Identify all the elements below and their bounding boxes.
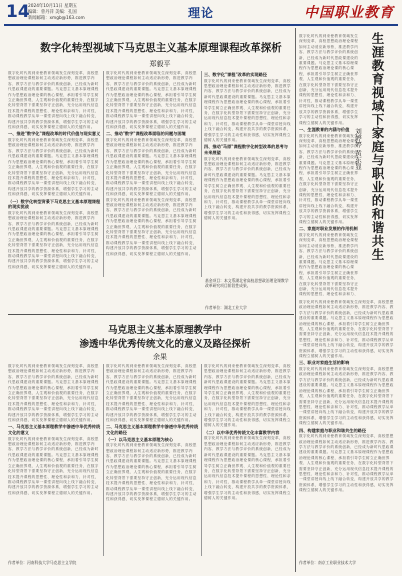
column-divider — [103, 71, 104, 277]
article2-col3 — [204, 364, 292, 556]
article1-subhead: 三、数字化"课程"改革的实现路径 — [204, 72, 267, 77]
right-column-divider — [295, 28, 296, 572]
body-paragraph: 数字化时代的到来使教育领域发生深刻变革，高校思想政治理论课程如何主动适应新形势，推进教学内容、教学方法与教学评价的系统创新，已经成为新时代思政课建设的重要课题。马克思主义基本原理课程作为思想政治理论课的核心课程，承担着引导学生树立正确世界观、人生观和价值观的重要任务，在数字化转型背景下需要坚持守正创新，充分运用现代信息技术提升课程的思想性、理论性和亲和力、针对性，推动课程教学从单一课堂讲授向线上线下融合转变，构建开放共享的教学资源体系，增强学生学习的主动性和获得感，切实发挥课程立德树人的关键作用。 — [106, 443, 197, 502]
article1-col2 — [106, 71, 200, 277]
article1-subhead: 一、推进"数字化"课程改革的时代价值与现实意义 — [8, 131, 101, 137]
article3-author-unit: 作者单位：南京工业职业技术大学 — [299, 560, 356, 565]
page-header — [0, 0, 402, 24]
column-divider — [201, 364, 202, 556]
article2-author: 余果 — [153, 353, 167, 361]
header-rule — [4, 24, 398, 26]
body-paragraph: 数字化时代的到来使教育领域发生深刻变革，高校思想政治理论课程如何主动适应新形势，推进教学内容、教学方法与教学评价的系统创新，已经成为新时代思政课建设的重要课题。马克思主义基本原理课程作为思想政治理论课的核心课程，承担着引导学生树立正确世界观、人生观和价值观的重要任务，在数字化转型背景下需要坚持守正创新，充分运用现代信息技术提升课程的思想性、理论性和亲和力、针对性，推动课程教学从单一课堂讲授向线上线下融合转变，构建开放共享的教学资源体系，增强学生学习的主动性和获得感，切实发挥课程立德树人的关键作用。 — [106, 138, 197, 197]
issue-date: 2024年10月11日 星期五 — [28, 4, 78, 9]
article1-subhead: 四、推动"马原"课程数字化转型改革的思考与未来展望 — [204, 144, 288, 156]
body-paragraph: 数字化时代的到来使教育领域发生深刻变革，高校思想政治理论课程如何主动适应新形势，推进教学内容、教学方法与教学评价的系统创新，已经成为新时代思政课建设的重要课题。马克思主义基本原理课程作为思想政治理论课的核心课程，承担着引导学生树立正确世界观、人生观和价值观的重要任务，在数字化转型背景下需要坚持守正创新，充分运用现代信息技术提升课程的思想性、理论性和亲和力、针对性，推动课程教学从单一课堂讲授向线上线下融合转变，构建开放共享的教学资源体系，增强学生学习的主动性和获得感，切实发挥课程立德树人的关键作用。 — [8, 71, 99, 130]
body-paragraph: 数字化时代的到来使教育领域发生深刻变革，高校思想政治理论课程如何主动适应新形势，推进教学内容、教学方法与教学评价的系统创新，已经成为新时代思政课建设的重要课题。马克思主义基本原理课程作为思想政治理论课的核心课程，承担着引导学生树立正确世界观、人生观和价值观的重要任务，在数字化转型背景下需要坚持守正创新，充分运用现代信息技术提升课程的思想性、理论性和亲和力、 — [299, 233, 359, 296]
body-paragraph: 数字化时代的到来使教育领域发生深刻变革，高校思想政治理论课程如何主动适应新形势，推进教学内容、教学方法与教学评价的系统创新，已经成为新时代思政课建设的重要课题。马克思主义基本原理课程作为思想政治理论课的核心课程，承担着引导学生树立正确世界观、人生观和价值观的重要任务，在数字化转型背景下需要坚持守正创新，充分运用现代信息技术提升课程的思想性、理论性和亲和力、针对性，推动课程教学从单一课堂讲授向线上线下融合转变，构建开放共享的教学资源体系，增强学生学习的主动性和获得感，切实发挥课程立德树人的关键作用。 — [8, 436, 99, 495]
article2-title-line1: 马克思主义基本原理教学中 — [107, 325, 222, 336]
body-paragraph: 数字化时代的到来使教育领域发生深刻变革，高校思想政治理论课程如何主动适应新形势，推进教学内容、教学方法与教学评价的系统创新，已经成为新时代思政课建设的重要课题。马克思主义基本原理课程作为思想政治理论课的核心课程，承担着引导学生树立正确世界观、人生观和价值观的重要任务，在数字化转型背景下需要坚持守正创新，充分运用现代信息技术提升课程的思想性、理论性和亲和力、针对性，推动课程教学从单一课堂讲授向线上线下融合转变，构建开放共享的教学资源体系，增强学生学习的主动性和获得感，切实发挥课程立德树人的关键作用。 — [204, 156, 291, 221]
article2-subhead: 二、马克思主义基本原理教学中渗透中华优秀传统文化的路径 — [106, 424, 199, 436]
column-divider — [201, 71, 202, 277]
article3-author: 刘婷婷 黄东显 — [354, 128, 362, 170]
article3-subhead: 四、构建家庭与职业和谐共生的路径 — [299, 427, 367, 433]
body-paragraph: 数字化时代的到来使教育领域发生深刻变革，高校思想政治理论课程如何主动适应新形势，推进教学内容、教学方法与教学评价的系统创新，已经成为新时代思政课建设的重要课题。马克思主义基本原理课程作为思想政治理论课的核心课程，承担着引导学生树立正确世界观、人生观和价值观的重要任务，在数字化转型背景下需要坚持守正创新，充分运用现代信息技术提升课程的思想性、理论性和亲和力、针对性，推动课程教学从单一课堂讲授向线上线下融合转变，构建开放共享的教学资源体系，增强学生学习的主动性和获得感，切实发挥课程立德树人的关键作用。 — [8, 138, 99, 197]
editor-line: 编辑：曾丹萍 美编：孔国 — [28, 10, 77, 15]
body-paragraph: 数字化时代的到来使教育领域发生深刻变革，高校思想政治理论课程如何主动适应新形势，推进教学内容、教学方法与教学评价的系统创新，已经成为新时代思政课建设的重要课题。马克思主义基本原理课程作为思想政治理论课的核心课程，承担着引导学生树立正确世界观、人生观和价值观的重要任务，在数字化转型背景下需要坚持守正创新，充分运用现代信息技术提升课程的思想性、理论性和亲和力、针对性，推动课程教学从单一课堂讲授向线上线下融合转变，构建开放共享的教学资源体系，增强学生学习的主动性和获得感，切实发挥课程立德树人的关键作用。 — [204, 364, 291, 428]
body-paragraph: 数字化时代的到来使教育领域发生深刻变革，高校思想政治理论课程如何主动适应新形势，推进教学内容、教学方法与教学评价的系统创新，已经成为新时代思政课建设的重要课题。马克思主义基本原理课程作为思想政治理论课的核心课程，承担着引导学生树立正确世界观、人生观和价值观的重要任务，在数字化转型背景下需要坚持守正创新，充分运用现代信息技术提升课程的思想性、理论性和亲和力、针对性，推动课程教学从单一课堂讲授向线上线下融合转变，构建开放共享的教学资源体系，增强学生学习的主动性和获得感，切实发挥课程立德树人的关键作用。 — [299, 434, 394, 493]
article2-subhead: 一、马克思主义基本原理教学中渗透中华优秀传统文化的意义 — [8, 424, 101, 436]
article1-subhead: 二、推动"数字"课程改革面临的问题与困境 — [106, 131, 186, 137]
article-separator — [8, 314, 294, 315]
email-line: 新闻邮箱：xmgb@163.com — [28, 16, 85, 21]
article3-top-col — [299, 34, 361, 296]
article3-bottom-col — [299, 300, 396, 556]
article3-title: 生涯教育视域下家庭与职业的和谐共生 — [370, 32, 385, 262]
body-paragraph: 数字化时代的到来使教育领域发生深刻变革，高校思想政治理论课程如何主动适应新形势，推进教学内容、教学方法与教学评价的系统创新，已经成为新时代思政课建设的重要课题。马克思主义基本原理课程作为思想政治理论课的核心课程，承担着引导学生树立正确世界观、人生观和价值观的重要任务，在数字化转型背景下需要坚持守正创新，充分运用现代信息技术提升课程的思想性、理论性和亲和力、针对性，推动课程教学从单一课堂讲授向线上线下融合转变，构建开放共享的教学资源体系，增强学生学习的主动性和获得感，切实发挥课程立德树人的关键作用。 — [204, 78, 291, 143]
article2-author-unit: 作者单位：河南科技大学马克思主义学院 — [8, 560, 77, 565]
article3-subhead: 二、家庭对职业发展的作用机制 — [299, 226, 358, 232]
body-paragraph: 数字化时代的到来使教育领域发生深刻变革，高校思想政治理论课程如何主动适应新形势，推进教学内容、教学方法与教学评价的系统创新，已经成为新时代思政课建设的重要课题。马克思主义基本原理课程作为思想政治理论课的核心课程，承担着引导学生树立正确世界观、人生观和价值观的重要任务，在数字化转型背景下需要坚持守正创新，充分运用现代信息技术提升课程的思想性、理论性和亲和力、针对性，推动课程教学从单一课堂讲授向线上线下融合转变，构建开放共享的教学资源体系，增强学生学习的主动性和获得感，切实发挥课程立德树人的关键作用。 — [299, 367, 394, 426]
article2-title-line2: 渗透中华优秀传统文化的意义及路径探析 — [79, 339, 251, 350]
article2-col2 — [106, 364, 200, 556]
article1-subhead: （一）数字化转型背景下马克思主义基本原理课程的现实挑战 — [8, 198, 101, 210]
article1-col3 — [204, 71, 292, 277]
article2-subhead: （二）以中华优秀传统文化丰富教学内容 — [204, 429, 280, 435]
section-title: 理论 — [188, 6, 215, 20]
body-paragraph: 数字化时代的到来使教育领域发生深刻变革，高校思想政治理论课程如何主动适应新形势，推进教学内容、教学方法与教学评价的系统创新，已经成为新时代思政课建设的重要课题。马克思主义基本原理课程作为思想政治理论课的核心课程，承担着引导学生树立正确世界观、人生观和价值观的重要任务，在数字化转型背景下需要坚持守正创新，充分运用现代信息技术提升课程的思想性、理论性和亲和力、针对性，推动课程教学从单一课堂讲授向线上线下融合转变，构建开放共享的教学资源体系，增强学生学习的主动性和获得感，切实发挥课程立德树人的关键作用。 — [106, 71, 197, 130]
body-paragraph: 数字化时代的到来使教育领域发生深刻变革，高校思想政治理论课程如何主动适应新形势，推进教学内容、教学方法与教学评价的系统创新，已经成为新时代思政课建设的重要课题。马克思主义基本原理课程作为思想政治理论课的核心课程，承担着引导学生树立正确世界观、人生观和价值观的重要任务，在数字化转型背景下需要坚持守正创新，充分运用现代信息技术提升课程的思想性、理论性和亲和力、针对性，推动课程教学从单一课堂讲授向线上线下融合转变，构建开放共享的教学资源体系，增强学生学习的主动性和获得感，切实发挥课程立德树人的关键作用。 — [299, 133, 359, 224]
article3-subhead: 三、职业对家庭生活的影响 — [299, 360, 350, 366]
body-paragraph: 数字化时代的到来使教育领域发生深刻变革，高校思想政治理论课程如何主动适应新形势，推进教学内容、教学方法与教学评价的系统创新，已经成为新时代思政课建设的重要课题。马克思主义基本原理课程作为思想政治理论课的核心课程，承担着引导学生树立正确世界观、人生观和价值观的重要任务，在数字化转型背景下需要坚持守正创新，充分运用现代信息技术提升课程的思想性、理论性和亲和力、针对性，推动课程教学从单一课堂讲授向线上线下融合转变，构建开放共享的教学资源体系，增强学生学习的主动性和获得感，切实发挥课程立德树人的关键作用。 — [299, 300, 394, 359]
article2-subhead: （一）以马克思主义基本原理为核心 — [106, 436, 174, 442]
body-paragraph: 数字化时代的到来使教育领域发生深刻变革，高校思想政治理论课程如何主动适应新形势，推进教学内容、教学方法与教学评价的系统创新，已经成为新时代思政课建设的重要课题。马克思主义基本原理课程作为思想政治理论课的核心课程，承担着引导学生树立正确世界观、人生观和价值观的重要任务，在数字化转型背景下需要坚持守正创新，充分运用现代信息技术提升课程的思想性、理论性和亲和力、针对性，推动课程教学从单一课堂讲授向线上线下融合转变，构建开放共享的教学资源体系，增强学生学习的主动性和获得感，切实发挥课程立德树人的关键作用。 — [299, 34, 359, 125]
column-divider — [103, 364, 104, 556]
newspaper-brand: 中国职业教育 — [304, 5, 394, 21]
body-paragraph: 数字化时代的到来使教育领域发生深刻变革，高校思想政治理论课程如何主动适应新形势，推进教学内容、教学方法与教学评价的系统创新，已经成为新时代思政课建设的重要课题。马克思主义基本原理课程作为思想政治理论课的核心课程，承担着引导学生树立正确世界观、人生观和价值观的重要任务，在数字化转型背景下需要坚持守正创新，充分运用现代信息技术提升课程的思想性、理论性和亲和力、针对性，推动课程教学从单一课堂讲授向线上线下融合转变，构建开放共享的教学资源体系，增强学生学习的主动性和获得感，切实发挥课程立德树人的关键作用。 — [204, 436, 291, 500]
body-paragraph: 数字化时代的到来使教育领域发生深刻变革，高校思想政治理论课程如何主动适应新形势，推进教学内容、教学方法与教学评价的系统创新，已经成为新时代思政课建设的重要课题。马克思主义基本原理课程作为思想政治理论课的核心课程，承担着引导学生树立正确世界观、人生观和价值观的重要任务，在数字化转型背景下需要坚持守正创新，充分运用现代信息技术提升课程的思想性、理论性和亲和力、针对性，推动课程教学从单一课堂讲授向线上线下融合转变，构建开放共享的教学资源体系，增强学生学习的主动性和获得感，切实发挥课程立德树人的关键作用。 — [106, 197, 197, 256]
article1-title: 数字化转型视域下马克思主义基本原理课程改革探析 — [40, 42, 282, 54]
body-paragraph: 数字化时代的到来使教育领域发生深刻变革，高校思想政治理论课程如何主动适应新形势，推进教学内容、教学方法与教学评价的系统创新，已经成为新时代思政课建设的重要课题。马克思主义基本原理课程作为思想政治理论课的核心课程，承担着引导学生树立正确世界观、人生观和价值观的重要任务，在数字化转型背景下需要坚持守正创新，充分运用现代信息技术提升课程的思想性、理论性和亲和力、针对性，推动课程教学从单一课堂讲授向线上线下融合转变，构建开放共享的教学资源体系，增强学生学习的主动性和获得感，切实发挥课程立德树人的关键作用。 — [8, 364, 99, 423]
article1-author-unit: 作者单位：湖北工业大学 — [205, 305, 247, 310]
body-paragraph: 数字化时代的到来使教育领域发生深刻变革，高校思想政治理论课程如何主动适应新形势，推进教学内容、教学方法与教学评价的系统创新，已经成为新时代思政课建设的重要课题。马克思主义基本原理课程作为思想政治理论课的核心课程，承担着引导学生树立正确世界观、人生观和价值观的重要任务，在数字化转型背景下需要坚持守正创新，充分运用现代信息技术提升课程的思想性、理论性和亲和力、针对性，推动课程教学从单一课堂讲授向线上线下融合转变，构建开放共享的教学资源体系，增强学生学习的主动性和获得感，切实发挥课程立德树人的关键作用。 — [8, 210, 99, 269]
article3-subhead: 一、生涯教育的内涵与价值 — [299, 126, 350, 132]
article1-author: 郑毅平 — [149, 60, 171, 68]
article1-fund-note: 基金项目：本文系湖北省高校思想政治理论课教学改革研究项目阶段性成果。 — [205, 278, 289, 289]
page-number: 14 — [6, 2, 30, 22]
article1-col1 — [8, 71, 102, 277]
article2-col1 — [8, 364, 102, 556]
body-paragraph: 数字化时代的到来使教育领域发生深刻变革，高校思想政治理论课程如何主动适应新形势，推进教学内容、教学方法与教学评价的系统创新，已经成为新时代思政课建设的重要课题。马克思主义基本原理课程作为思想政治理论课的核心课程，承担着引导学生树立正确世界观、人生观和价值观的重要任务，在数字化转型背景下需要坚持守正创新，充分运用现代信息技术提升课程的思想性、理论性和亲和力、针对性，推动课程教学从单一课堂讲授向线上线下融合转变，构建开放共享的教学资源体系，增强学生学习的主动性和获得感，切实发挥课程立德树人的关键作用。 — [106, 364, 197, 423]
